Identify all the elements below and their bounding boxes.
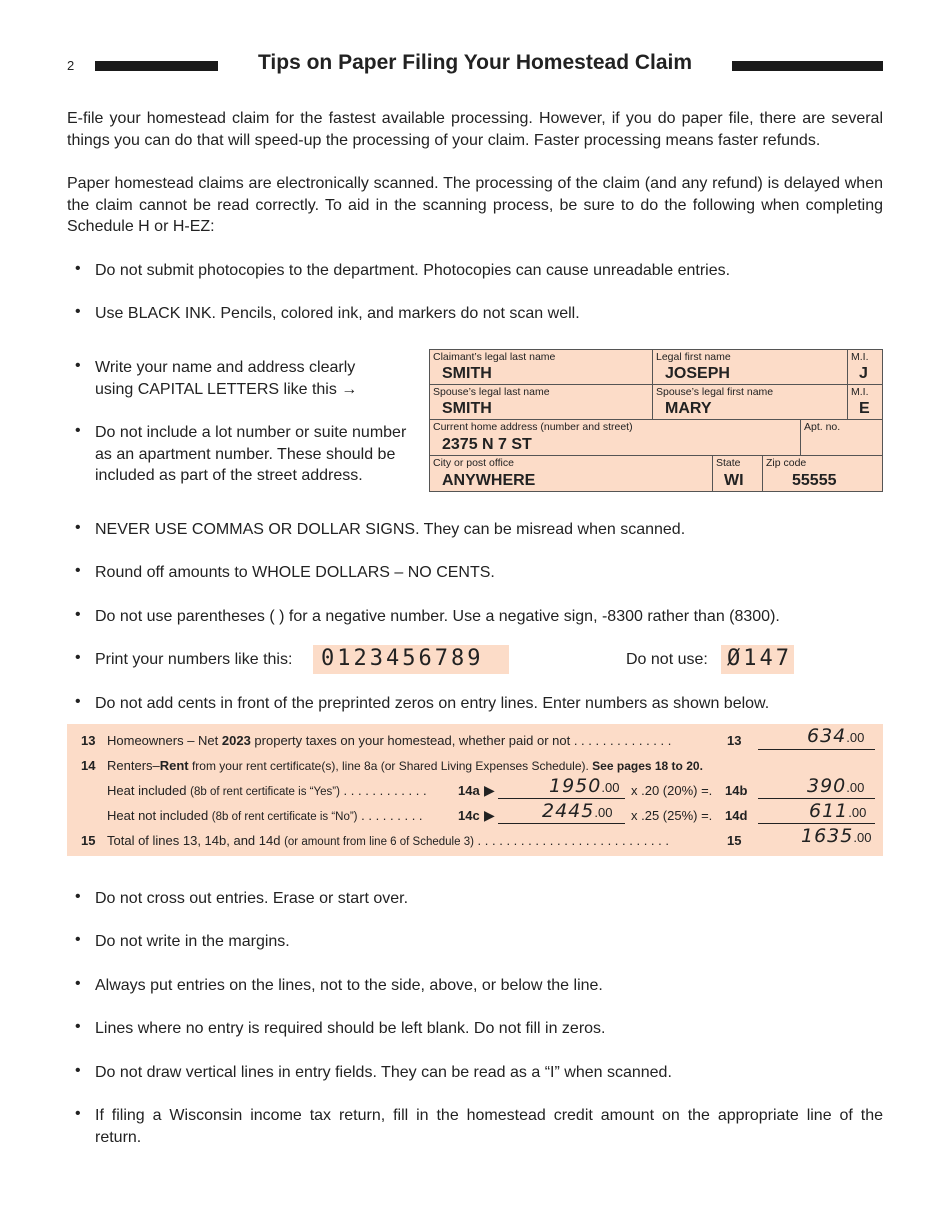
line-see-pages: See pages 18 to 20. xyxy=(592,759,703,773)
page-title: Tips on Paper Filing Your Homestead Claim xyxy=(257,51,693,74)
field-label: M.I. xyxy=(851,351,869,363)
bullet-marker: • xyxy=(75,606,81,623)
intro-paragraph-2: Paper homestead claims are electronically scanned. The processing of the claim (and any refund) is delayed when the claim cannot be read correctly. To aid in the scanning process, be sure to do the following when completing Schedule H or H-EZ: xyxy=(67,175,883,235)
line-note: (8b of rent certificate is “Yes”) xyxy=(190,786,340,798)
line-13-value xyxy=(807,725,864,747)
bullet-line: using CAPITAL LETTERS like this → xyxy=(95,380,358,398)
handwritten-amount: 2445 xyxy=(542,800,595,822)
page-number: 2 xyxy=(67,58,75,73)
bullet-marker: • xyxy=(75,562,81,579)
cents: .00 xyxy=(594,805,613,820)
line-14a-value xyxy=(549,775,619,797)
bullet-black-ink: Use BLACK INK. Pencils, colored ink, and markers do not scan well. xyxy=(95,305,580,322)
field-label: Legal first name xyxy=(656,351,731,363)
arrow-icon: ▶ xyxy=(484,782,495,798)
cents: .00 xyxy=(846,780,865,795)
entry-line-13 xyxy=(758,749,875,750)
apt-number-field xyxy=(800,419,883,456)
line-dots: . . . . . . . . . xyxy=(357,808,423,823)
bullet-marker: • xyxy=(75,649,81,666)
name-address-form-example xyxy=(429,349,883,492)
bullet-line: return. xyxy=(95,1128,142,1146)
line-note: (or amount from line 6 of Schedule 3) xyxy=(284,836,474,848)
bullet-line: Do not include a lot number or suite number xyxy=(95,424,407,441)
field-value: JOSEPH xyxy=(665,365,730,382)
field-value: MARY xyxy=(665,400,712,417)
bullet-marker: • xyxy=(75,260,81,277)
bullet-marker: • xyxy=(75,357,81,374)
bullet-marker: • xyxy=(75,975,81,992)
field-value: 2375 N 7 ST xyxy=(442,436,532,453)
claimant-first-name-field xyxy=(652,349,848,385)
bullet-marker: • xyxy=(75,422,81,439)
home-address-field xyxy=(429,419,801,456)
bullet-marker: • xyxy=(75,303,81,320)
do-not-use-label: Do not use: xyxy=(626,651,708,668)
line-13-text xyxy=(107,733,671,748)
field-value: SMITH xyxy=(442,400,492,417)
intro-paragraph-1: E-file your homestead claim for the fastest available processing. However, if you do paper file, there are several things you can do that will speed-up the processing of your claim. Faster processing means faster refunds. xyxy=(67,110,883,149)
bullet-marker: • xyxy=(75,931,81,948)
cents: .00 xyxy=(601,780,620,795)
field-label: Apt. no. xyxy=(804,421,841,433)
spouse-mi-field xyxy=(847,384,883,420)
zip-field xyxy=(762,455,883,492)
bullet-leave-blank: Lines where no entry is required should be left blank. Do not fill in zeros. xyxy=(95,1020,606,1037)
header-bar-right xyxy=(732,61,883,71)
line-14d-value xyxy=(809,800,866,822)
field-value: SMITH xyxy=(442,365,492,382)
claimant-mi-field xyxy=(847,349,883,385)
handwritten-amount: 1950 xyxy=(549,775,602,797)
line-ref: 14d xyxy=(725,808,748,823)
line-ref: 14b xyxy=(725,783,748,798)
bullet-marker: • xyxy=(75,519,81,536)
bullet-entries-on-lines: Always put entries on the lines, not to the side, above, or below the line. xyxy=(95,977,603,994)
bullet-parentheses: Do not use parentheses ( ) for a negative number. Use a negative sign, -8300 rather than (8300). xyxy=(95,608,780,625)
field-value: 55555 xyxy=(792,472,837,489)
bullet-line: Write your name and address clearly xyxy=(95,359,356,376)
handwritten-amount: 1635 xyxy=(801,825,854,847)
field-label: Spouse’s legal last name xyxy=(433,386,550,398)
line-15-value xyxy=(801,825,871,847)
field-value: E xyxy=(859,400,870,417)
line-text: property taxes on your homestead, whether paid or not . . . . . . . . . . . . . . xyxy=(250,733,672,748)
tax-lines-example xyxy=(67,724,883,856)
bullet-marker: • xyxy=(75,1018,81,1035)
bullet-wisconsin-return xyxy=(95,1105,883,1148)
line-14a-text xyxy=(107,783,427,798)
bullet-photocopies: Do not submit photocopies to the department. Photocopies can cause unreadable entries. xyxy=(95,262,731,279)
bullet-no-vertical-lines: Do not draw vertical lines in entry fields. They can be read as a “I” when scanned. xyxy=(95,1064,672,1081)
line-text: Heat not included xyxy=(107,808,212,823)
line-text: Total of lines 13, 14b, and 14d xyxy=(107,833,285,848)
handwritten-amount: 611 xyxy=(809,800,849,822)
line-ref: 13 xyxy=(727,733,742,748)
spouse-first-name-field xyxy=(652,384,848,420)
bad-number-sample: Ø147 xyxy=(727,646,792,671)
field-label: Zip code xyxy=(766,457,807,469)
line-ref: 14a xyxy=(458,783,480,798)
line-text: Homeowners – Net xyxy=(107,733,222,748)
bullet-marker: • xyxy=(75,693,81,710)
entry-line-14a xyxy=(498,798,625,799)
line-ref: 15 xyxy=(727,833,742,848)
line-number: 15 xyxy=(81,833,96,848)
field-label: Current home address (number and street) xyxy=(433,421,633,433)
bullet-whole-dollars: Round off amounts to WHOLE DOLLARS – NO CENTS. xyxy=(95,564,495,581)
city-field xyxy=(429,455,713,492)
bullet-marker: • xyxy=(75,1105,81,1122)
bullet-no-commas: NEVER USE COMMAS OR DOLLAR SIGNS. They can be misread when scanned. xyxy=(95,521,686,538)
spouse-last-name-field xyxy=(429,384,653,420)
bullet-line: included as part of the street address. xyxy=(95,467,363,484)
line-text: Heat included xyxy=(107,783,191,798)
line-dots: . . . . . . . . . . . . xyxy=(339,783,427,798)
line-15-text xyxy=(107,833,669,848)
cents: .00 xyxy=(853,830,872,845)
handwritten-amount: 390 xyxy=(807,775,847,797)
claimant-last-name-field xyxy=(429,349,653,385)
field-label: M.I. xyxy=(851,386,869,398)
line-dots: . . . . . . . . . . . . . . . . . . . . . . . . . . . xyxy=(473,833,669,848)
field-label: Spouse’s legal first name xyxy=(656,386,774,398)
line-14b-value xyxy=(807,775,864,797)
line-text: Renters– xyxy=(107,758,160,773)
number-sample: 0123456789 xyxy=(321,646,484,671)
line-14c-text xyxy=(107,808,423,823)
bullet-no-cross-out: Do not cross out entries. Erase or start over. xyxy=(95,890,409,907)
entry-line-14c xyxy=(498,823,625,824)
state-field xyxy=(712,455,763,492)
line-text: from your rent certificate(s), line 8a (or Shared Living Expenses Schedule). xyxy=(188,759,593,773)
bullet-marker: • xyxy=(75,1062,81,1079)
bullet-no-margins: Do not write in the margins. xyxy=(95,933,290,950)
bullet-lot-number xyxy=(95,422,427,487)
bad-number-sample-box xyxy=(721,645,794,674)
line-number: 14 xyxy=(81,758,96,773)
handwritten-amount: 634 xyxy=(807,725,847,747)
print-numbers-label: Print your numbers like this: xyxy=(95,651,293,668)
line-note: (8b of rent certificate is “No”) xyxy=(211,811,358,823)
line-number: 13 xyxy=(81,733,96,748)
line-14c-value xyxy=(542,800,612,822)
bullet-capital-letters xyxy=(95,357,357,400)
entry-line-14b xyxy=(758,798,875,799)
field-label: State xyxy=(716,457,741,469)
line-14-text xyxy=(107,758,703,773)
bullet-cents: Do not add cents in front of the preprinted zeros on entry lines. Enter numbers as shown below. xyxy=(95,695,770,712)
bullet-line: as an apartment number. These should be xyxy=(95,445,396,463)
arrow-icon: ▶ xyxy=(484,807,495,823)
field-value: J xyxy=(859,365,868,382)
field-label: City or post office xyxy=(433,457,514,469)
cents: .00 xyxy=(848,805,867,820)
entry-line-14d xyxy=(758,823,875,824)
line-bold: Rent xyxy=(159,758,189,773)
line-multiplier: x .25 (25%) =. xyxy=(631,808,713,823)
line-year: 2023 xyxy=(221,733,251,748)
field-value: WI xyxy=(724,472,744,489)
bullet-marker: • xyxy=(75,888,81,905)
field-label: Claimant’s legal last name xyxy=(433,351,556,363)
line-ref: 14c xyxy=(458,808,480,823)
field-value: ANYWHERE xyxy=(442,472,536,489)
line-multiplier: x .20 (20%) =. xyxy=(631,783,713,798)
cents: .00 xyxy=(846,730,865,745)
header-bar-left xyxy=(95,61,218,71)
bullet-line: If filing a Wisconsin income tax return, fill in the homestead credit amount on the appropriate line of the xyxy=(95,1107,883,1124)
number-sample-box xyxy=(313,645,509,674)
